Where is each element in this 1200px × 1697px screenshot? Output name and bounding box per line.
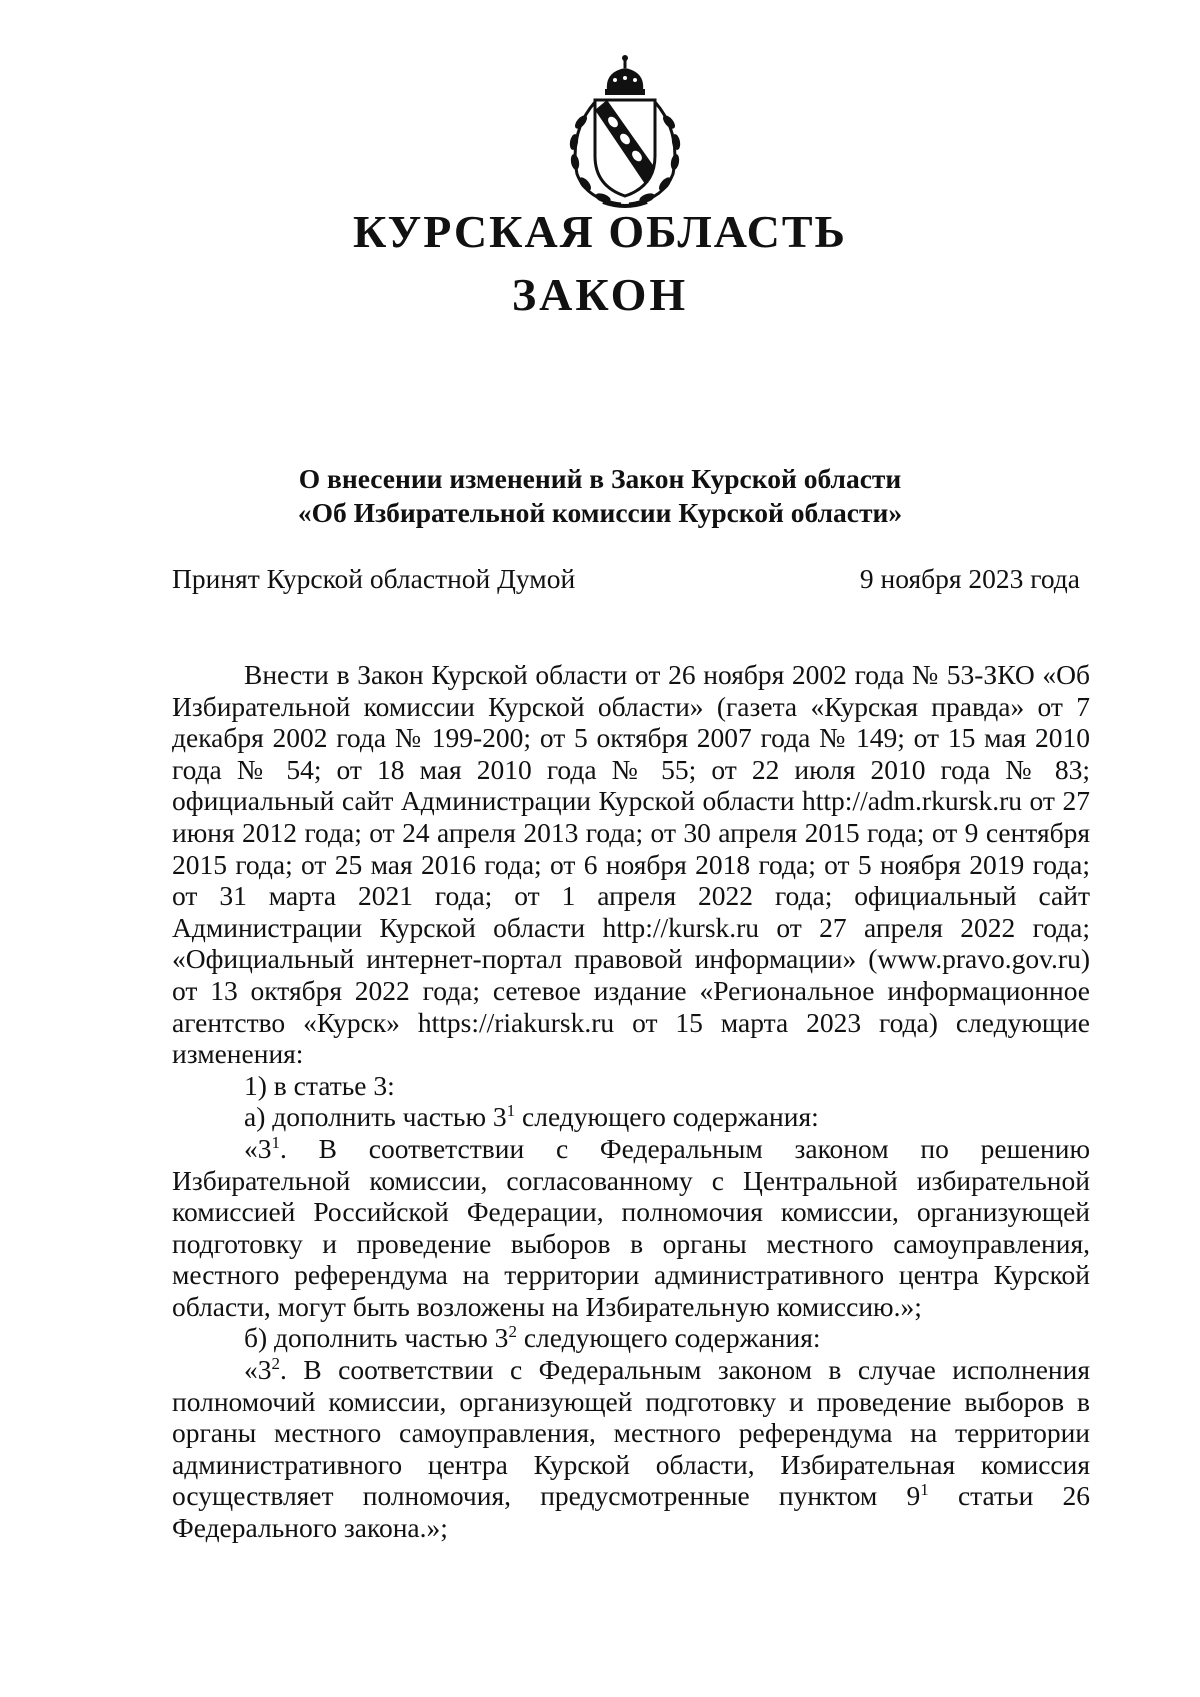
amendment-item-b [172, 1322, 1090, 1354]
adoption-info [172, 563, 1080, 597]
quote-a-superscript: 1 [271, 1132, 280, 1152]
document-type-heading: ЗАКОН [511, 269, 689, 320]
item-b-text: б) дополнить частью 3 [244, 1322, 509, 1354]
quoted-part-3-1 [172, 1133, 1090, 1323]
adoption-date: 9 ноября 2023 года [859, 563, 1080, 594]
intro-paragraph: Внести в Закон Курской области от 26 ноября 2002 года № 53-ЗКО «Об Избирательной комиссии Курской области» (газета «Курская правда» от 7 декабря 2002 года № 199-200; от 5 октября 2007 года № 149; от 15 мая 2010 года № 54; от 18 мая 2010 года № 55; от 22 июля 2010 года № 83; официальный сайт Администрации Курской области http://adm.rkursk.ru от 27 июня 2012 года; от 24 апреля 2013 года; от 30 апреля 2015 года; от 9 сентября 2015 года; от 25 мая 2016 года; от 6 ноября 2018 года; от 5 ноября 2019 года; от 31 марта 2021 года; от 1 апреля 2022 года; официальный сайт Администрации Курской области http://kursk.ru от 27 апреля 2022 года; «Официальный интернет-портал правовой информации» (www.pravo.gov.ru) от 13 октября 2022 года; сетевое издание «Региональное информационное агентство «Курск» https://riakursk.ru от 15 марта 2023 года) следующие изменения: [172, 659, 1090, 1070]
kursk-coat-of-arms-emblem [555, 52, 695, 212]
quoted-part-3-2 [172, 1354, 1090, 1544]
quote-b-open: «3 [244, 1354, 272, 1386]
item-b-text-end: следующего содержания: [516, 1322, 821, 1354]
subject-line-2: «Об Избирательной комиссии Курской области» [297, 497, 903, 528]
item-a-text: а) дополнить частью 3 [244, 1101, 507, 1133]
item-a-text-end: следующего содержания: [515, 1101, 819, 1133]
subject-line-1: О внесении изменений в Закон Курской области [298, 463, 902, 494]
quote-b-text: . В соответствии с Федеральным законом в случае исполнения полномочий комиссии, организующей подготовку и проведение выборов в органы местного самоуправления, местного референдума на территории административного центра Курской области, Избирательная комиссия осуществляет полномочия, предусмотренные пунктом 9 [172, 1354, 1090, 1512]
law-body [172, 659, 1090, 1544]
region-title: КУРСКАЯ ОБЛАСТЬ [353, 206, 847, 257]
quote-a-text: . В соответствии с Федеральным законом по решению Избирательной комиссии, согласованному с Центральной избирательной комиссией Российской Федерации, полномочия комиссии, организующей подготовку и проведение выборов в органы местного самоуправления, местного референдума на территории административного центра Курской области, могут быть возложены на Избирательную комиссию.»; [172, 1132, 1090, 1322]
quote-a-open: «3 [244, 1132, 272, 1164]
adopted-by: Принят Курской областной Думой [172, 563, 576, 594]
law-subject-title [0, 462, 1200, 530]
amendment-item-1: 1) в статье 3: [244, 1069, 395, 1101]
quote-b-superscript-2: 1 [920, 1480, 929, 1500]
quote-b-text-end: статьи 26 Федерального закона.»; [172, 1480, 1090, 1544]
amendment-item-a [172, 1101, 1090, 1133]
item-b-superscript: 2 [508, 1322, 517, 1342]
item-a-superscript: 1 [506, 1101, 516, 1121]
quote-b-superscript: 2 [271, 1353, 280, 1373]
